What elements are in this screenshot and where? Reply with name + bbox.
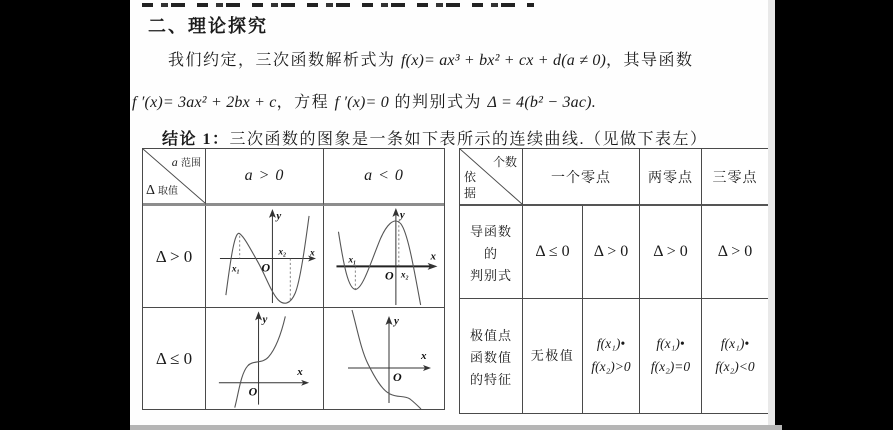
graph-cell-a-neg-delta-pos [324, 206, 444, 308]
svg-text:y: y [394, 315, 399, 327]
extremum-value-1: 无极值 [523, 299, 583, 413]
derivative-formula: f ′(x)= 3ax² + 2bx + c [132, 94, 277, 111]
col-header-a-positive: a > 0 [206, 149, 324, 206]
graph-cell-a-pos-delta-pos [206, 206, 324, 308]
cubic-graph-two-extrema-a-negative [324, 206, 444, 307]
cubic-graph-monotonic-increasing [206, 308, 323, 409]
graph-cell-a-neg-delta-nonpos [324, 308, 444, 409]
paragraph-definition [168, 47, 694, 70]
svg-text:x₂: x₂ [278, 247, 287, 258]
row-label-delta-nonpositive: Δ ≤ 0 [143, 308, 206, 409]
conclusion-label: 结论 1： [162, 131, 230, 148]
corner-delta-value: Δ 取值 [146, 183, 179, 198]
extremum-value-4: f(x₁)• f(x₂)<0 [715, 336, 755, 374]
shape-table-corner-cell [143, 149, 206, 206]
svg-text:O: O [393, 370, 402, 384]
extremum-value-2: f(x₁)• f(x₂)>0 [583, 299, 640, 413]
svg-text:y: y [399, 208, 405, 221]
svg-text:x: x [430, 250, 436, 263]
svg-text:x: x [421, 350, 427, 362]
document-page [130, 0, 768, 430]
col-header-one-zero: 一个零点 [523, 149, 640, 206]
bottom-gray-band [130, 425, 782, 430]
corner-a-range: a 范围 [171, 155, 201, 169]
paragraph-derivative [132, 89, 596, 112]
cropped-text-marks [142, 3, 534, 7]
cubic-function-formula: f(x)= ax³ + bx² + cx + d(a ≠ 0) [401, 52, 607, 69]
page-edge-strip [768, 0, 775, 430]
cubic-graph-monotonic-decreasing [324, 308, 444, 409]
svg-text:x₂: x₂ [400, 270, 409, 281]
svg-text:y: y [276, 209, 282, 222]
zero-table-corner-cell [460, 149, 523, 206]
discriminant-value-2: Δ > 0 [583, 206, 640, 299]
col-header-three-zeros: 三零点 [702, 149, 768, 206]
col-header-two-zeros: 两零点 [640, 149, 702, 206]
svg-text:x₁: x₁ [348, 255, 357, 266]
conclusion-text: 三次函数的图象是一条如下表所示的连续曲线.（见做下表左） [229, 131, 708, 148]
discriminant-value-1: Δ ≤ 0 [523, 206, 583, 299]
svg-text:x₁: x₁ [231, 264, 240, 275]
paragraph-definition-prefix: 我们约定，三次函数解析式为 [168, 52, 402, 69]
paragraph-definition-suffix: ，其导函数 [606, 52, 694, 69]
corner-basis-1: 依 [464, 170, 477, 184]
row-label-extremum: 极值点 函数值 的特征 [460, 299, 523, 413]
cropped-text-remnant [142, 2, 534, 7]
col-header-a-negative: a < 0 [324, 149, 444, 206]
extremum-value-3: f(x₁)• f(x₂)=0 [640, 299, 702, 413]
section-heading: 二、理论探究 [148, 16, 268, 36]
derivative-zero-formula: f ′(x)= 0 [334, 94, 389, 111]
svg-text:O: O [261, 260, 271, 275]
corner-basis-2: 据 [464, 186, 477, 200]
svg-text:O: O [384, 268, 394, 283]
discriminant-value-3: Δ > 0 [640, 206, 702, 299]
cubic-graph-two-extrema-a-positive [206, 206, 323, 307]
discriminant-value-4: Δ > 0 [702, 206, 768, 299]
conclusion-line [162, 126, 708, 149]
svg-text:y: y [262, 313, 268, 326]
corner-count: 个数 [492, 155, 517, 169]
svg-text:O: O [248, 384, 258, 399]
zero-count-table [459, 148, 769, 414]
paragraph-derivative-mid1: ，方程 [276, 94, 335, 111]
row-label-delta-positive: Δ > 0 [143, 206, 206, 308]
svg-text:x: x [297, 365, 303, 378]
discriminant-formula: Δ = 4(b² − 3ac). [487, 94, 596, 111]
paragraph-derivative-mid2: 的判别式为 [388, 94, 488, 111]
shape-table [142, 148, 445, 410]
graph-cell-a-pos-delta-nonpos [206, 308, 324, 409]
row-label-discriminant: 导函数 的 判别式 [460, 206, 523, 299]
svg-text:x: x [310, 248, 315, 259]
